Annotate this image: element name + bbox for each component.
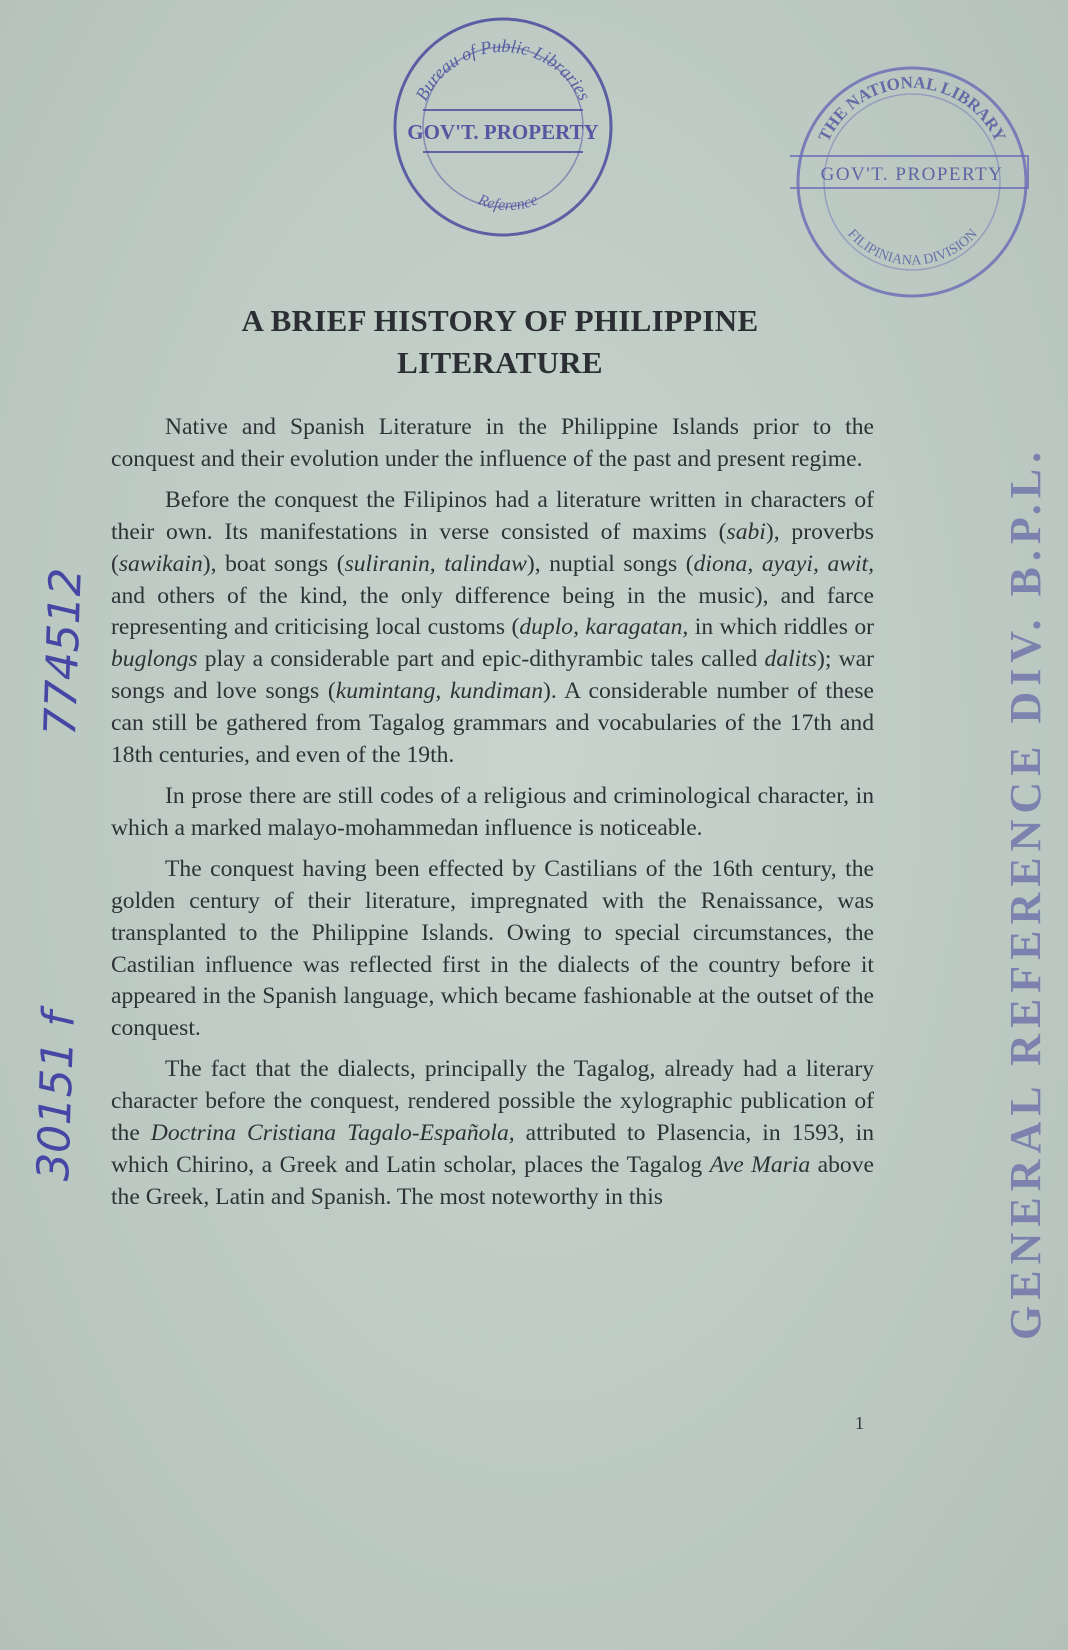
page-number: 1 <box>855 1413 864 1433</box>
right-stamp-arc-text: THE NATIONAL LIBRARY <box>814 72 1010 145</box>
paragraph-1: Native and Spanish Literature in the Philippine Islands prior to the conquest and their evolution under the influence of the past and present regime. <box>111 414 874 472</box>
spine-stamp-text: GENERAL REFERENCE DIV. B.P.L. <box>1001 445 1050 1340</box>
reference-division-stamp <box>992 350 1062 1350</box>
title-line-1: A BRIEF HISTORY OF PHILIPPINE <box>241 303 759 338</box>
paragraph-4: The conquest having been effected by Castilians of the 16th century, the golden century of their literature, impregnated with the Renaissance, was transplanted to the Philippine Islands. Owing to special circumstances, the Castilian influence was reflected first in the dialects of the country before it appeared in the Spanish language, which became fashionable at the outset of the conquest. <box>111 855 874 1042</box>
paragraph-5: The fact that the dialects, principally the Tagalog, already had a literary character before the conquest, rendered possible the xylographic publication of the Doctrina Cristiana Tagalo-Española, attributed to Plasencia, in 1593, in which Chirino, a Greek and Latin scholar, places the Tagalog Ave Maria above the Greek, Latin and Spanish. The most noteworthy in this <box>111 1056 874 1210</box>
document-body <box>111 412 874 1223</box>
handwritten-call-number: 30151 f <box>28 1010 85 1182</box>
paragraph-3: In prose there are still codes of a religious and criminological character, in which a marked malayo-mohammedan influence is noticeable. <box>111 782 874 841</box>
paragraph-2: Before the conquest the Filipinos had a literature written in characters of their own. Its manifestations in verse consisted of maxims (sabi), proverbs (sawikain), boat songs (suliranin, talindaw), nuptial songs (diona, ayayi, awit, and others of the kind, the only difference being in the music), and farce representing and criticising local customs (duplo, karagatan, in which riddles or buglongs play a considerable part and epic-dithyrambic tales called dalits); war songs and love songs (kumintang, kundiman). A considerable number of these can still be gathered from Tagalog grammars and vocabularies of the 17th and 18th centuries, and even of the 19th. <box>111 486 874 769</box>
svg-text:FILIPINIANA DIVISION <box>844 227 980 269</box>
title-line-2: LITERATURE <box>397 345 603 380</box>
left-stamp-center-text: GOV'T. PROPERTY <box>407 120 599 144</box>
right-stamp-center-text: GOV'T. PROPERTY <box>820 164 1004 185</box>
svg-text:Reference <box>475 191 540 214</box>
left-stamp-bottom-text: Reference <box>475 191 541 215</box>
svg-text:Bureau of Public Libraries <box>411 36 594 104</box>
left-stamp-arc-text: Bureau of Public Libraries <box>411 35 595 104</box>
library-stamp-right <box>790 60 1035 305</box>
right-stamp-bottom-text: FILIPINIANA DIVISION <box>844 226 981 269</box>
document-title <box>150 300 850 384</box>
handwritten-accession-number: 774512 <box>35 567 92 737</box>
library-stamp-left <box>388 12 618 242</box>
svg-text:THE NATIONAL LIBRARY <box>814 73 1009 145</box>
